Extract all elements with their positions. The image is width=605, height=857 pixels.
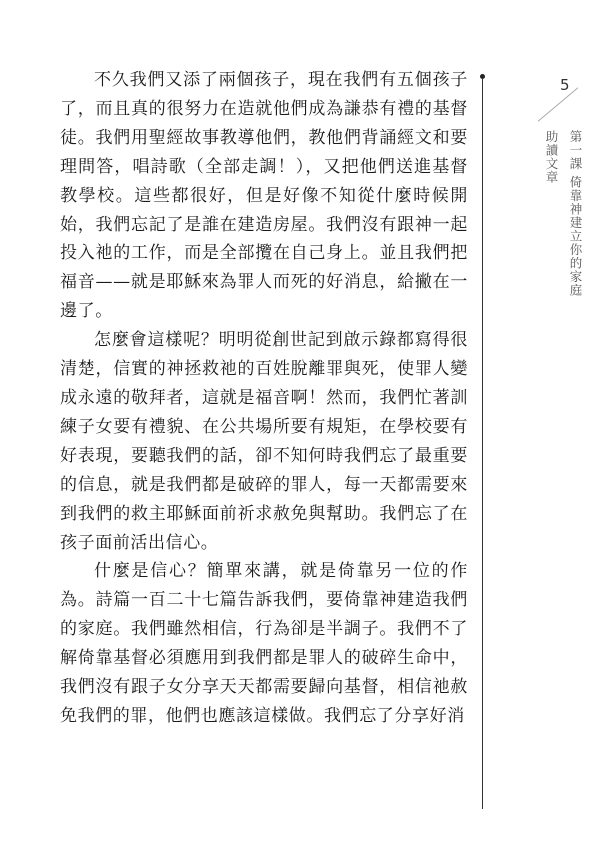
running-title: 第一課 倚靠神建立你的家庭	[568, 130, 583, 297]
margin-rule-line	[482, 78, 483, 809]
header-divider-slash	[538, 87, 578, 121]
body-text	[60, 66, 468, 731]
paragraph-1: 不久我們又添了兩個孩子，現在我們有五個孩子了，而且真的很努力在造就他們成為謙恭有禮的基督徒。我們用聖經故事教導他們，教他們背誦經文和要理問答，唱詩歌（全部走調！），又把他們送進基督教學校。這些都很好，但是好像不知從什麼時候開始，我們忘記了是誰在建造房屋。我們沒有跟神一起投入祂的工作，而是全部攬在自己身上。並且我們把福音——就是耶穌來為罪人而死的好消息，給撇在一邊了。	[60, 70, 468, 322]
page-number: 5	[560, 76, 570, 94]
series-label: 助讀文章	[544, 130, 559, 184]
paragraph-2: 怎麼會這樣呢？明明從創世記到啟示錄都寫得很清楚，信實的神拯救祂的百姓脫離罪與死，使罪人變成永遠的敬拜者，這就是福音啊！然而，我們忙著訓練子女要有禮貌、在公共場所要有規矩，在學校要有好表現，要聽我們的話，卻不知何時我們忘了最重要的信息，就是我們都是破碎的罪人，每一天都需要來到我們的救主耶穌面前祈求赦免與幫助。我們忘了在孩子面前活出信心。	[60, 330, 468, 553]
paragraph-3: 什麼是信心？簡單來講，就是倚靠另一位的作為。詩篇一百二十七篇告訴我們，要倚靠神建造我們的家庭。我們雖然相信，行為卻是半調子。我們不了解倚靠基督必須應用到我們都是罪人的破碎生命中，我們沒有跟子女分享天天都需要歸向基督，相信祂赦免我們的罪，他們也應該這樣做。我們忘了分享好消	[60, 561, 468, 726]
